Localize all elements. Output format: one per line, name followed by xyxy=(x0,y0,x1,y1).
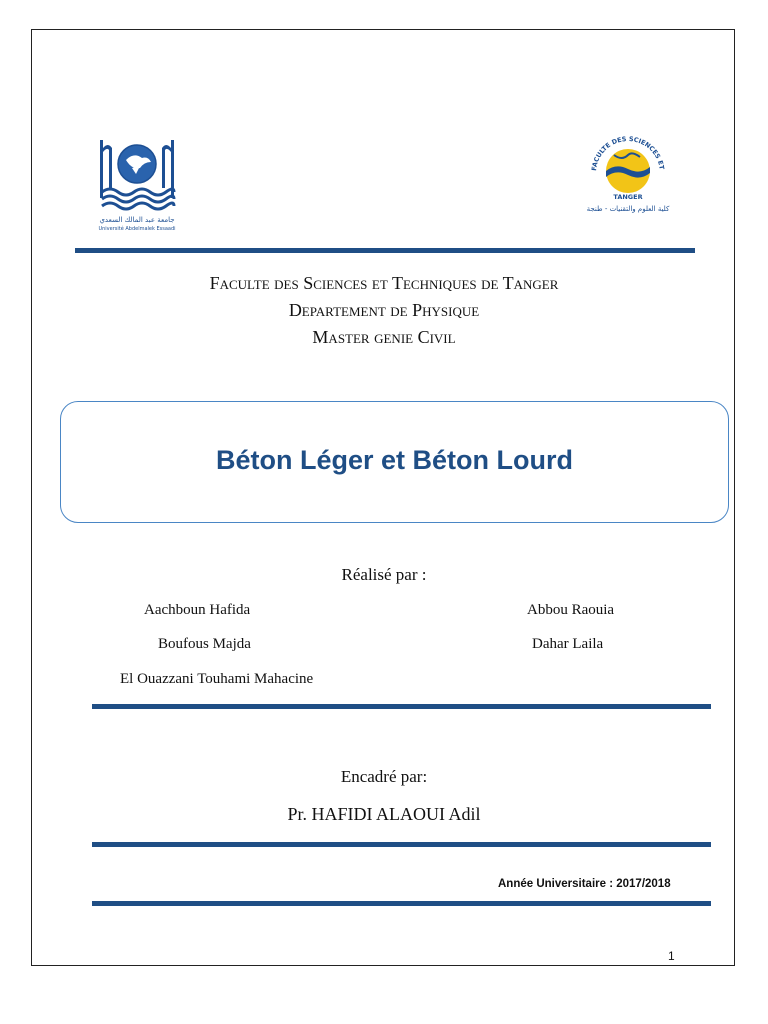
faculty-ring-text: FACULTE DES SCIENCES ET xyxy=(590,134,666,172)
author-name: Aachboun Hafida xyxy=(144,602,251,618)
faculty-emblem-icon xyxy=(582,133,674,205)
supervisor-divider xyxy=(92,842,711,847)
author-name: Dahar Laila xyxy=(532,636,604,652)
document-title: Béton Léger et Béton Lourd xyxy=(216,444,573,475)
supervisor-label: Encadré par: xyxy=(340,767,428,786)
university-emblem-icon xyxy=(96,138,178,218)
top-divider xyxy=(75,248,695,253)
authors-label: Réalisé par : xyxy=(341,565,427,584)
title-box xyxy=(60,401,729,523)
faculty-caption-arabic: كلية العلوم والتقنيات - طنجة xyxy=(586,205,670,213)
faculty-logo xyxy=(582,133,674,217)
author-name: Boufous Majda xyxy=(158,636,251,652)
institution-header xyxy=(0,270,768,351)
author-name: Abbou Raouia xyxy=(527,602,615,618)
page-number: 1 xyxy=(668,949,675,963)
academic-year: Année Universitaire : 2017/2018 xyxy=(498,878,671,890)
university-caption-arabic: جامعة عبد المالك السعدي xyxy=(99,216,175,224)
department-name: Departement de Physique xyxy=(288,300,480,320)
faculty-name: Faculte des Sciences et Techniques de Tanger xyxy=(209,273,559,293)
authors-divider xyxy=(92,704,711,709)
university-caption-french: Université Abdelmalek Essaadi xyxy=(98,226,176,232)
author-name: El Ouazzani Touhami Mahacine xyxy=(120,671,314,687)
master-name: Master genie Civil xyxy=(312,327,456,347)
supervisor-name: Pr. HAFIDI ALAOUI Adil xyxy=(287,804,481,824)
bottom-divider xyxy=(92,901,711,906)
faculty-city: TANGER xyxy=(613,193,643,201)
university-logo xyxy=(96,138,178,234)
